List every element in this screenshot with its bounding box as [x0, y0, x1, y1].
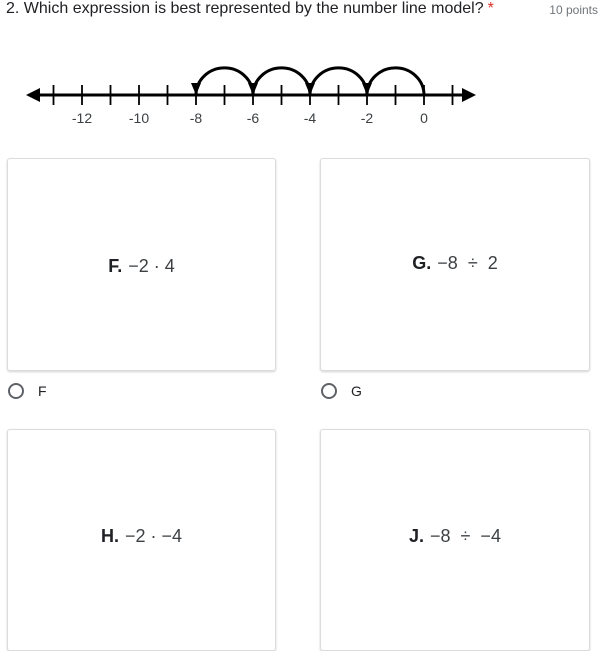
number-line-model [20, 55, 490, 135]
jump-arrowhead [191, 83, 201, 95]
tick-labels [72, 110, 428, 126]
option-j-text: −8 ÷ −4 [430, 526, 501, 546]
tick-label: -4 [303, 110, 317, 126]
option-h-text: −2 · −4 [124, 526, 183, 546]
option-g-text: −8 ÷ 2 [437, 253, 498, 273]
option-j-letter: J. [409, 526, 425, 546]
radio-option-g[interactable] [321, 383, 362, 399]
tick-label: -12 [71, 110, 93, 126]
option-j-expression [321, 526, 589, 547]
tick-label: 0 [420, 110, 428, 126]
radio-circle-f[interactable] [8, 383, 24, 399]
option-card-g [320, 158, 590, 371]
question-text: 2. Which expression is best represented by the number line model? [6, 0, 484, 17]
tick-label: -10 [128, 110, 150, 126]
option-h-letter: H. [100, 526, 119, 546]
option-f-text: −2 · 4 [128, 256, 175, 276]
radio-circle-g[interactable] [321, 383, 337, 399]
required-asterisk: * [487, 0, 494, 17]
right-arrow [462, 88, 476, 102]
jump-arcs [191, 68, 424, 95]
radio-label-f: F [38, 383, 47, 399]
question-title [6, 0, 494, 18]
option-g-letter: G. [412, 253, 432, 273]
option-card-h [7, 429, 276, 651]
tick-label: -6 [246, 110, 260, 126]
option-h-expression [8, 526, 275, 547]
option-g-expression [321, 253, 589, 274]
radio-label-g: G [351, 383, 362, 399]
option-f-expression [8, 256, 275, 277]
option-card-j [320, 429, 590, 651]
tick-label: -2 [360, 110, 374, 126]
left-arrow [26, 88, 40, 102]
radio-option-f[interactable] [8, 383, 47, 399]
option-f-letter: F. [108, 256, 123, 276]
points-label: 10 points [549, 3, 598, 17]
tick-label: -8 [189, 110, 203, 126]
option-card-f [7, 158, 276, 371]
